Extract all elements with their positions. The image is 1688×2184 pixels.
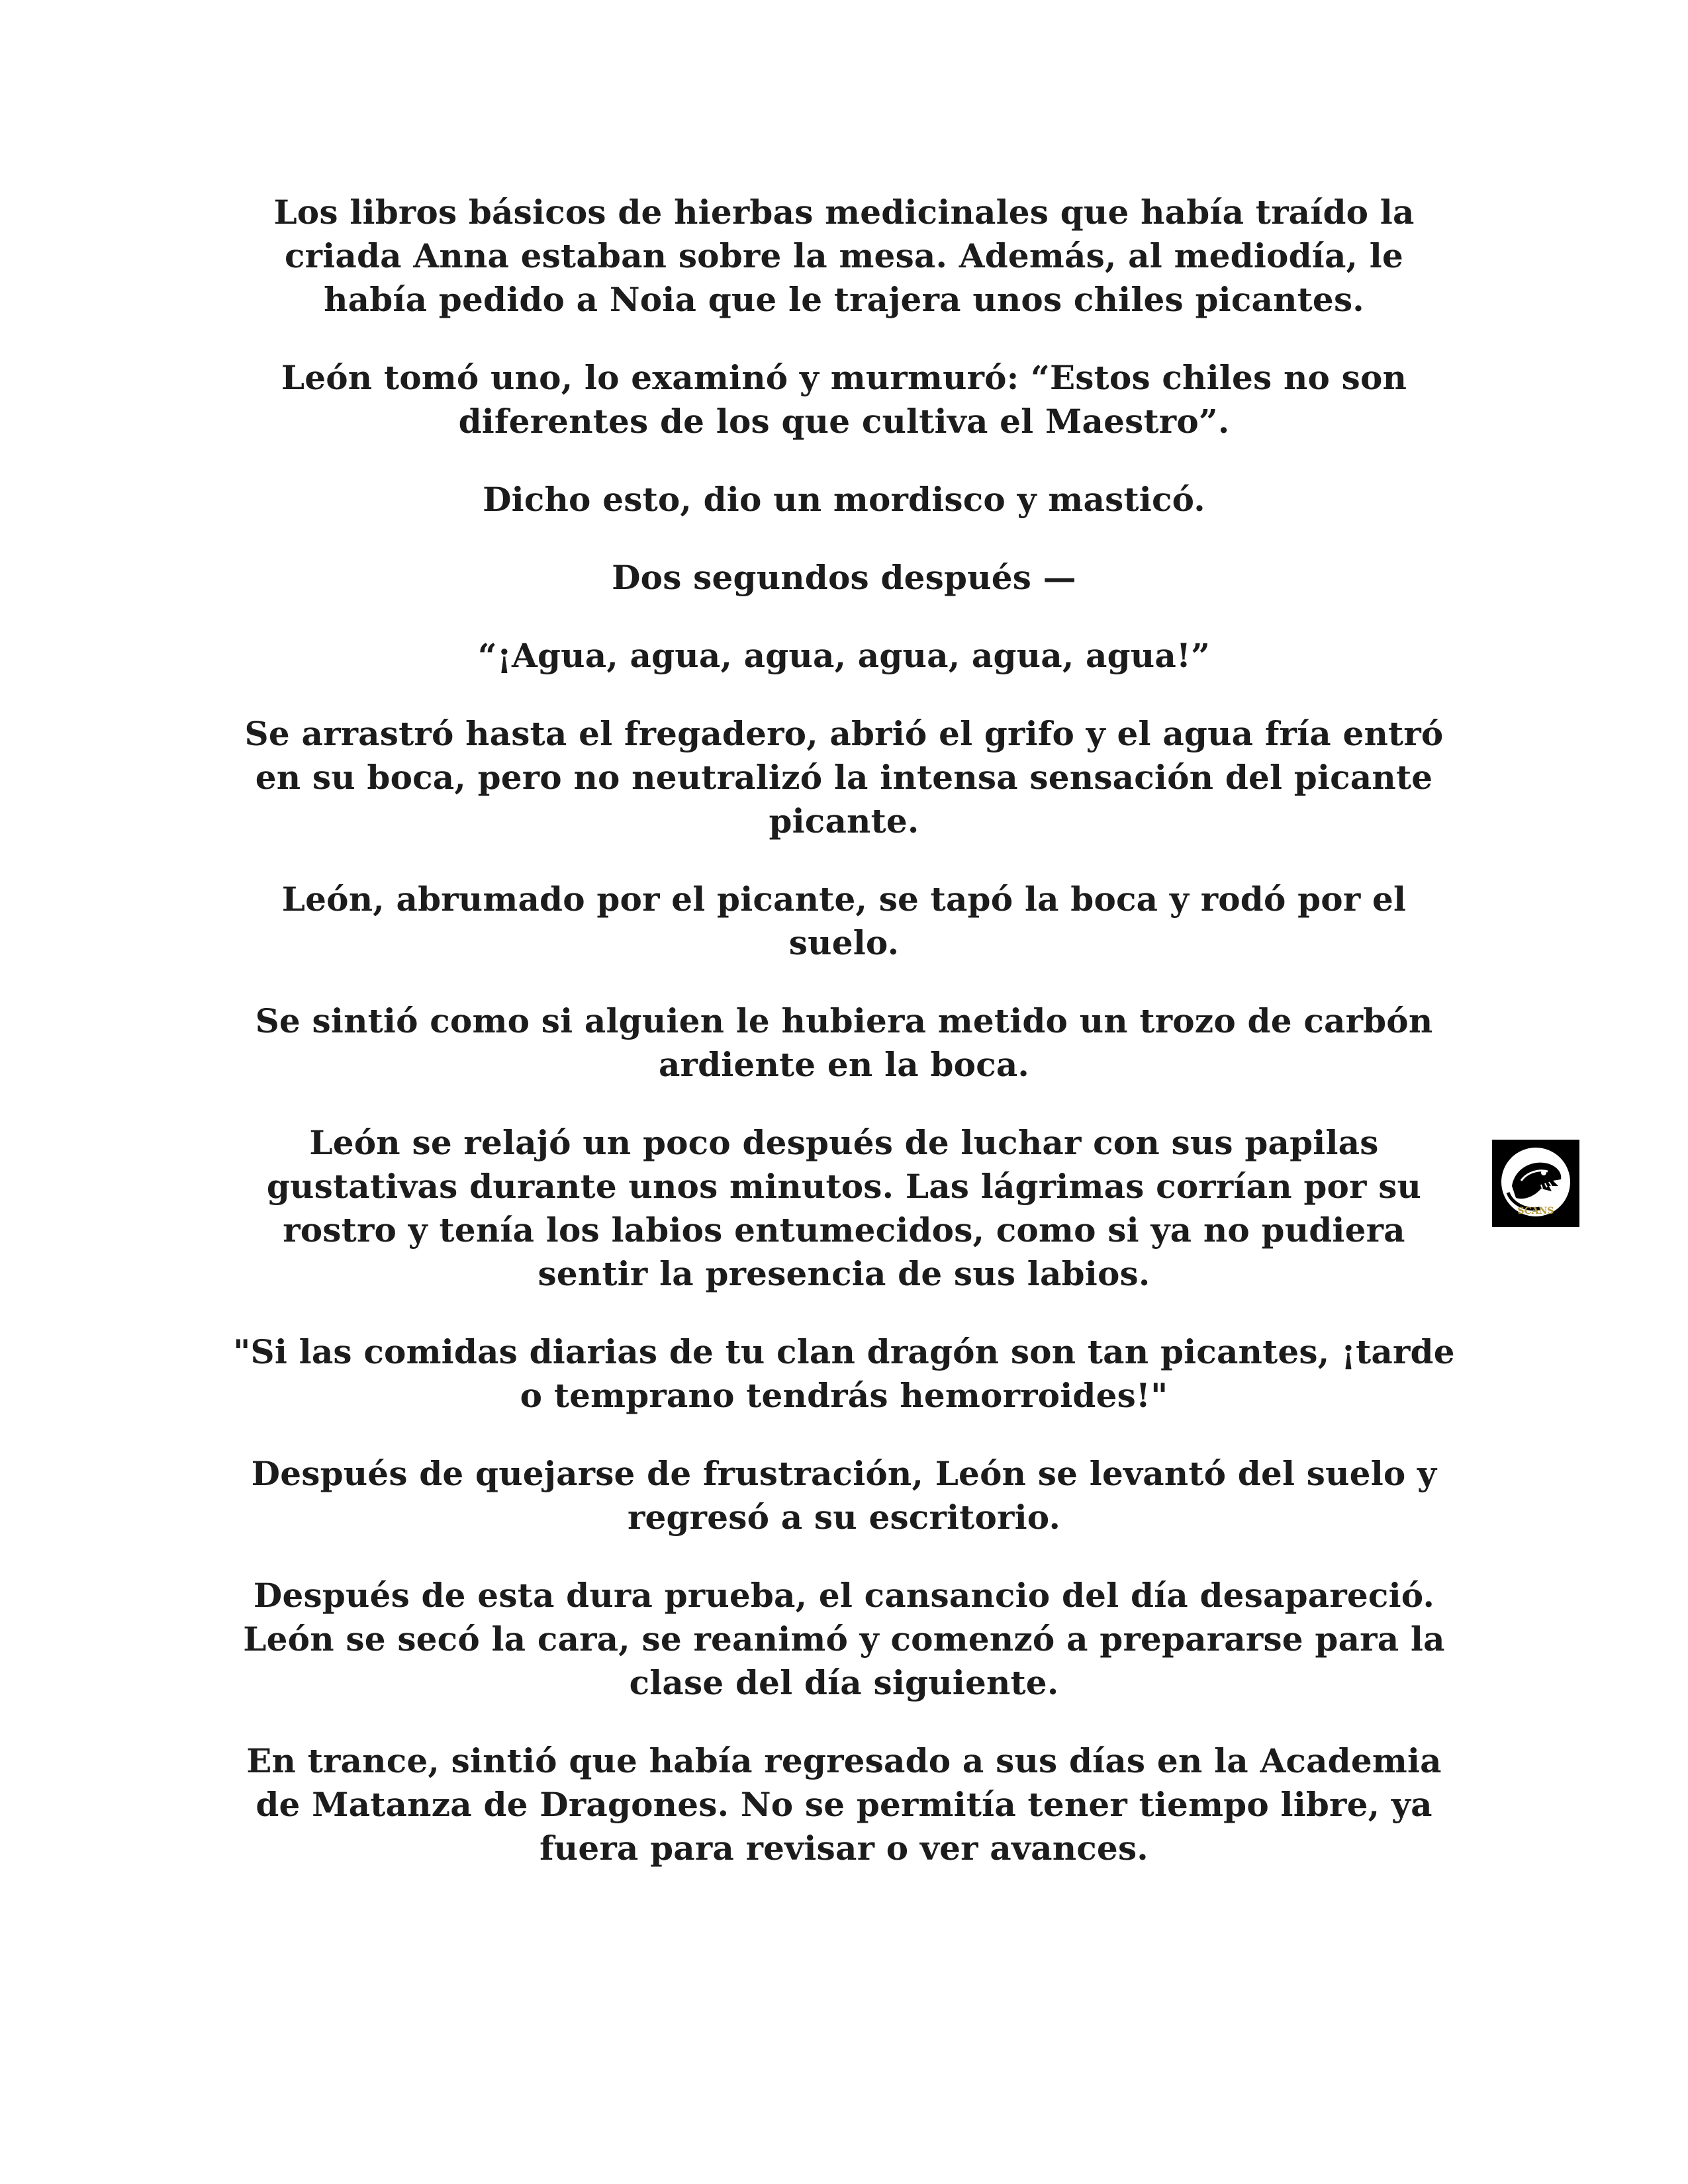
paragraph: León, abrumado por el picante, se tapó la boca y rodó por el suelo.: [281, 880, 1407, 962]
paragraph: Después de esta dura prueba, el cansancio del día desapareció. León se secó la cara, se reanimó y comenzó a prepararse para la clase del día siguiente.: [243, 1576, 1445, 1702]
paragraph: Los libros básicos de hierbas medicinales que había traído la criada Anna estaban sobre la mesa. Además, al mediodía, le había pedido a Noia que le trajera unos chiles picantes.: [273, 193, 1415, 319]
paragraph: León se relajó un poco después de luchar con sus papilas gustativas durante unos minutos. Las lágrimas corrían por su rostro y tenía los labios entumecidos, como si ya no pudiera sentir la presencia de sus labios.: [266, 1123, 1422, 1293]
paragraph: Después de quejarse de frustración, León se levantó del suelo y regresó a su escritorio.: [251, 1454, 1437, 1537]
paragraph: Dos segundos después —: [612, 558, 1076, 597]
scanlation-logo: [1492, 1140, 1579, 1227]
paragraph: Dicho esto, dio un mordisco y masticó.: [483, 480, 1205, 519]
paragraph: León tomó uno, lo examinó y murmuró: “Estos chiles no son diferentes de los que cultiva el Maestro”.: [281, 358, 1407, 441]
dinosaur-logo-icon: [1492, 1140, 1579, 1227]
paragraph: Se sintió como si alguien le hubiera metido un trozo de carbón ardiente en la boca.: [255, 1001, 1433, 1084]
paragraph: "Si las comidas diarias de tu clan dragón son tan picantes, ¡tarde o temprano tendrás hemorroides!": [233, 1332, 1455, 1415]
story-text: [228, 191, 1460, 1905]
paragraph: “¡Agua, agua, agua, agua, agua, agua!”: [477, 636, 1211, 675]
logo-text: SCANS: [1517, 1206, 1554, 1216]
paragraph: En trance, sintió que había regresado a sus días en la Academia de Matanza de Dragones. No se permitía tener tiempo libre, ya fuera para revisar o ver avances.: [246, 1741, 1442, 1868]
paragraph: Se arrastró hasta el fregadero, abrió el grifo y el agua fría entró en su boca, pero no neutralizó la intensa sensación del picante picante.: [244, 714, 1444, 841]
